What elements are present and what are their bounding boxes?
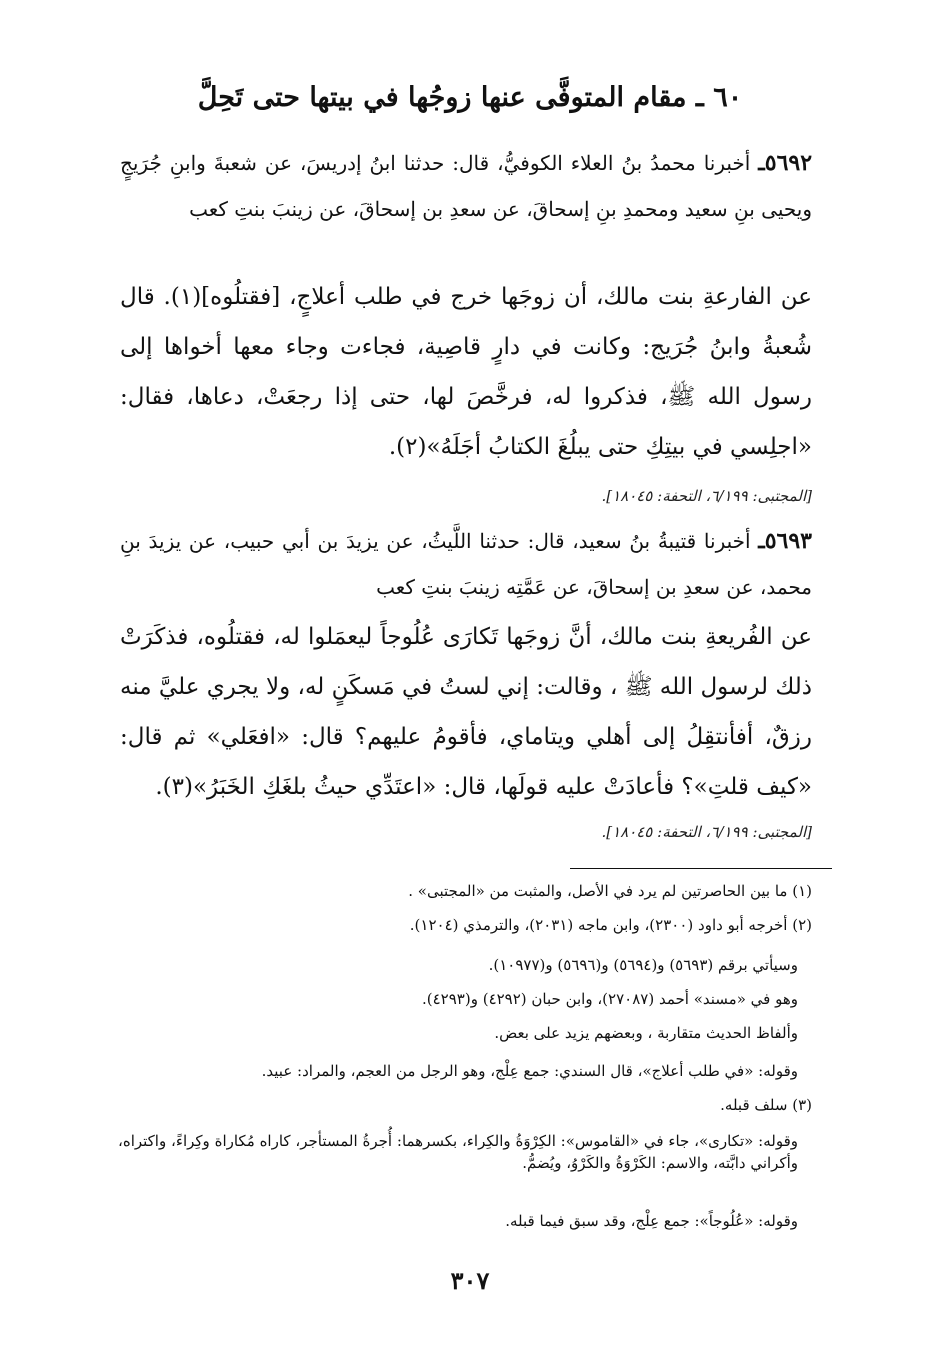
hadith-5693-reference: [المجتبى: ٦/١٩٩، التحفة: ١٨٠٤٥]. — [601, 823, 812, 841]
footnote-2-continuation: وسيأتي برقم (٥٦٩٣) و(٥٦٩٤) و(٥٦٩٦) و(١٠٩٧٧). — [488, 956, 798, 974]
footnote-2-continuation: وهو في «مسند» أحمد (٢٧٠٨٧)، وابن حبان (٤٢٩٢) و(٤٢٩٣). — [421, 990, 798, 1008]
footnote-2-continuation: وقوله: «في طلب أعلاج»، قال السندي: جمع عِلْج، وهو الرجل من العجم، والمراد: عبيد. — [261, 1062, 798, 1080]
footnote-3-continuation: وقوله: «تكارى»، جاء في «القاموس»: الكِرْوَةُ والكِراء، بكسرهما: أُجرةُ المستأجر، كاراه مُكاراة وكِراءً، واكتراه، وأكراني دابَّته، والاسم: الكَرْوَةُ والكَرْوُ، ويُضمُّ. — [118, 1132, 798, 1172]
footnote-2: (٢) أخرجه أبو داود (٢٣٠٠)، وابن ماجه (٢٠٣١)، والترمذي (١٢٠٤). — [409, 916, 812, 934]
hadith-5692-isnad — [120, 140, 812, 232]
hadith-5693-isnad — [120, 518, 812, 610]
hadith-5692-reference: [المجتبى: ٦/١٩٩، التحفة: ١٨٠٤٥]. — [601, 487, 812, 505]
hadith-5692-matn: عن الفارعةِ بنت مالك، أن زوجَها خرج في طلب أعلاجٍ، [فقتلُوه](١). قال شُعبةُ وابنُ جُرَيج: وكانت في دارٍ قاصِية، فجاءت وجاء معها أخواها إلى رسول الله ﷺ، فذكروا له، فرخَّصَ لها، حتى إذا رجعَتْ، دعاها، فقال: «اجلِسي في بيتِكِ حتى يبلُغَ الكتابُ أجَلَهُ»(٢). — [120, 284, 812, 460]
hadith-number: ٥٦٩٣ـ — [758, 528, 812, 554]
isnad-text: أخبرنا قتيبةُ بنُ سعيد، قال: حدثنا اللَّيثُ، عن يزيدَ بن أبي حبيب، عن يزيدَ بنِ محمد، عن سعدِ بن إسحاقَ، عن عَمَّتِه زينبَ بنتِ كعب — [120, 529, 812, 599]
hadith-number: ٥٦٩٢ـ — [758, 150, 813, 176]
isnad-text: أخبرنا محمدُ بنُ العلاء الكوفيُّ، قال: حدثنا ابنُ إدريسَ، عن شعبةَ وابنِ جُرَيجٍ ويحيى بنِ سعيد ومحمدِ بنِ إسحاقَ، عن سعدِ بن إسحاقَ، عن زينبَ بنتِ كعب — [120, 151, 812, 221]
footnote-3: (٣) سلف قبله. — [720, 1096, 812, 1114]
footnote-1: (١) ما بين الحاصرتين لم يرد في الأصل، والمثبت من «المجتبى» . — [408, 882, 812, 900]
footnote-separator — [570, 868, 832, 869]
chapter-heading: ٦٠ ـ مقام المتوفَّى عنها زوجُها في بيتها حتى تَحِلَّ — [197, 82, 743, 113]
page-number: ٣٠٧ — [450, 1266, 490, 1295]
footnote-3-continuation: وقوله: «عُلُوجاً»: جمع عِلْج، وقد سبق فيما قبله. — [505, 1212, 798, 1230]
hadith-5693-matn: عن الفُريعةِ بنت مالك، أنَّ زوجَها تَكارَى عُلُوجاً ليعمَلوا له، فقتلُوه، فذكَرَتْ ذلك لرسول الله ﷺ ، وقالت: إني لستُ في مَسكَنٍ له، ولا يجري عليَّ منه رزقٌ، أفأنتقِلُ إلى أهلي ويتاماي، فأقومُ عليهم؟ قال: «افعَلي» ثم قال: «كيف قلتِ»؟ فأعادَتْ عليه قولَها، قال: «اعتَدِّي حيثُ بلغَكِ الخَبَرُ»(٣). — [120, 624, 812, 800]
footnote-2-continuation: وألفاظ الحديث متقاربة ، وبعضهم يزيد على بعض. — [494, 1024, 798, 1042]
